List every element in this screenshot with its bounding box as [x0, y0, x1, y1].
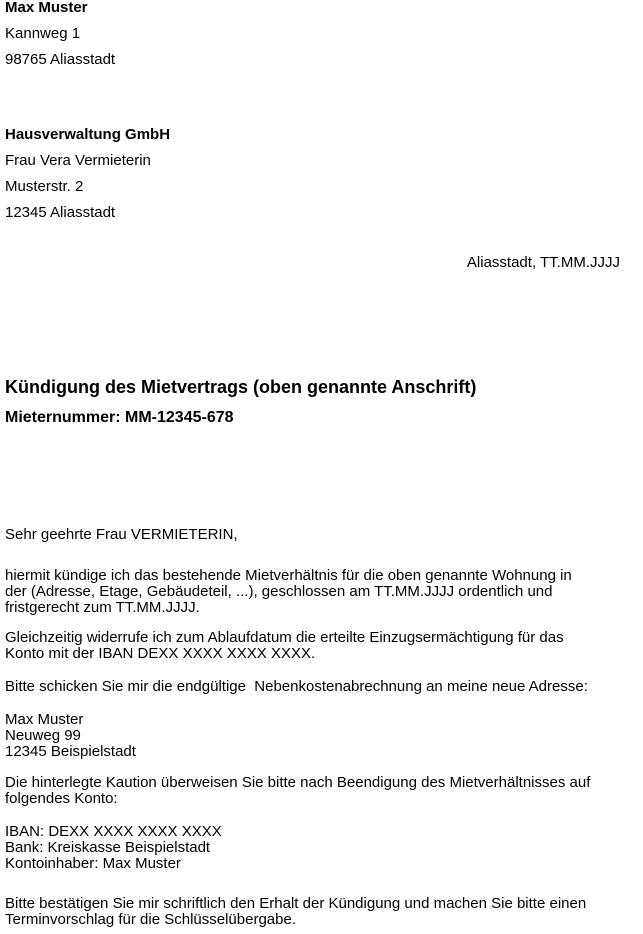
sender-address-block	[5, 0, 115, 73]
paragraph-line: hiermit kündige ich das bestehende Mietverhältnis für die oben genannte Wohnung in	[5, 567, 572, 584]
bank-account-holder: Kontoinhaber: Max Muster	[5, 855, 181, 872]
recipient-company: Hausverwaltung GmbH	[5, 126, 171, 143]
recipient-address-block	[5, 122, 170, 226]
paragraph-confirmation-request	[5, 896, 586, 928]
paragraph-line: Bitte bestätigen Sie mir schriftlich den Erhalt der Kündigung und machen Sie bitte einen	[5, 895, 587, 912]
salutation-text: Sehr geehrte Frau VERMIETERIN,	[5, 526, 238, 543]
paragraph-line: Bitte schicken Sie mir die endgültige Nebenkostenabrechnung an meine neue Adresse:	[5, 678, 588, 695]
new-address-block	[5, 712, 136, 760]
bank-name: Bank: Kreiskasse Beispielstadt	[5, 839, 211, 856]
sender-city: 98765 Aliasstadt	[5, 51, 116, 68]
new-address-city: 12345 Beispielstadt	[5, 743, 136, 760]
recipient-street: Musterstr. 2	[5, 178, 84, 195]
paragraph-deposit	[5, 775, 590, 807]
paragraph-line: Terminvorschlag für die Schlüsselübergabe.	[5, 911, 296, 928]
new-address-street: Neuweg 99	[5, 727, 81, 744]
place-date-line: Aliasstadt, TT.MM.JJJJ	[466, 254, 620, 271]
paragraph-utility-statement	[5, 679, 588, 695]
bank-iban: IBAN: DEXX XXXX XXXX XXXX	[5, 823, 222, 840]
recipient-city: 12345 Aliasstadt	[5, 204, 116, 221]
paragraph-line: Konto mit der IBAN DEXX XXXX XXXX XXXX.	[5, 645, 316, 662]
recipient-contact: Frau Vera Vermieterin	[5, 152, 151, 169]
new-address-name: Max Muster	[5, 711, 84, 728]
salutation	[5, 527, 238, 543]
paragraph-line: folgendes Konto:	[5, 790, 118, 807]
sender-street: Kannweg 1	[5, 25, 81, 42]
paragraph-termination	[5, 568, 572, 616]
tenant-number-line: Mieternummer: MM-12345-678	[5, 409, 234, 426]
paragraph-debit-revocation	[5, 630, 564, 662]
paragraph-line: der (Adresse, Etage, Gebäudeteil, ...), geschlossen am TT.MM.JJJJ ordentlich und	[5, 583, 553, 600]
paragraph-line: fristgerecht zum TT.MM.JJJJ.	[5, 599, 200, 616]
paragraph-line: Die hinterlegte Kaution überweisen Sie bitte nach Beendigung des Mietverhältnisses auf	[5, 774, 591, 791]
sender-name: Max Muster	[5, 0, 88, 16]
bank-details-block	[5, 824, 222, 872]
subject-line: Kündigung des Mietvertrags (oben genannte Anschrift)	[5, 377, 477, 397]
paragraph-line: Gleichzeitig widerrufe ich zum Ablaufdatum die erteilte Einzugsermächtigung für das	[5, 629, 564, 646]
